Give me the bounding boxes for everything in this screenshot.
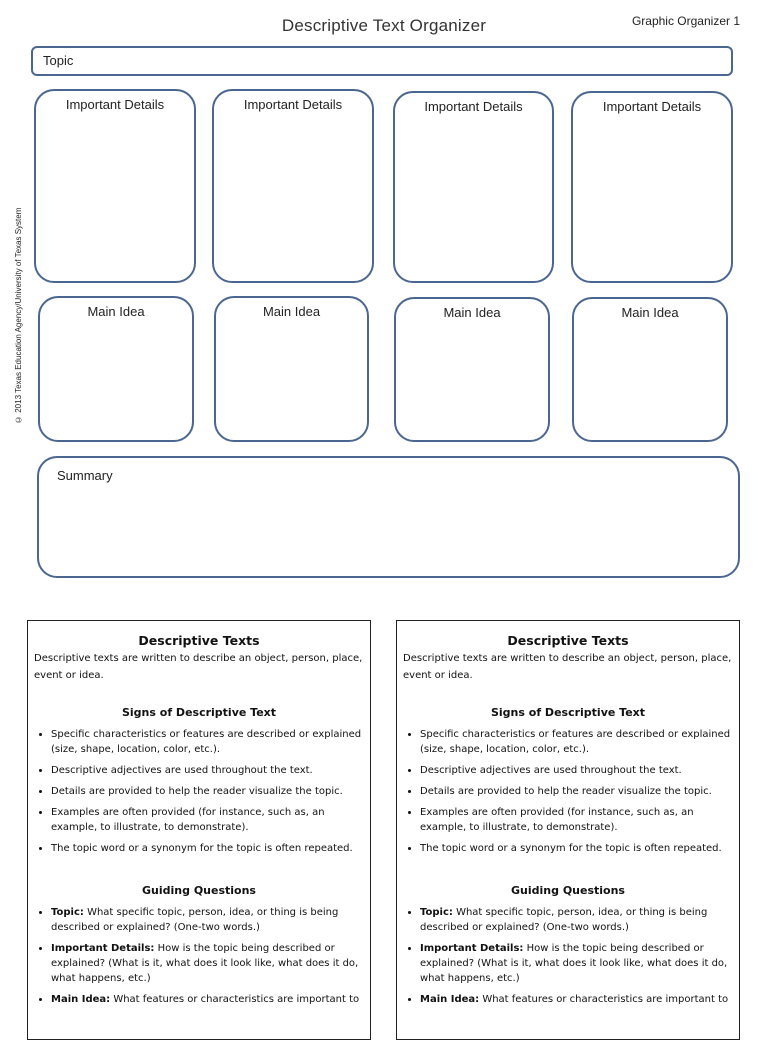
- summary-label: Summary: [57, 468, 113, 483]
- main-idea-box-4[interactable]: [572, 297, 728, 442]
- list-item: [51, 905, 364, 935]
- questions-list: [34, 905, 364, 1007]
- important-details-label: Important Details: [65, 97, 165, 112]
- question-term: Topic:: [420, 907, 453, 918]
- topic-label: Topic: [43, 53, 74, 68]
- important-details-label: Important Details: [602, 99, 702, 114]
- important-details-label: Important Details: [424, 99, 523, 114]
- signs-list: [403, 727, 733, 856]
- important-details-box-3[interactable]: [393, 91, 554, 283]
- important-details-box-2[interactable]: [212, 89, 374, 283]
- list-item: • Descriptive adjectives are used throughout the text.: [420, 763, 733, 778]
- reference-card-left: [27, 620, 371, 1040]
- topic-box[interactable]: [31, 46, 733, 76]
- important-details-box-1[interactable]: [34, 89, 196, 283]
- questions-heading: Guiding Questions: [142, 884, 256, 897]
- question-term: Main Idea:: [420, 994, 480, 1005]
- main-idea-box-3[interactable]: [394, 297, 550, 442]
- question-term: Topic:: [51, 907, 84, 918]
- question-text: What specific topic, person, idea, or thing is being described or explained? (One-two words.): [51, 907, 339, 933]
- organizer-label: Graphic Organizer 1: [631, 14, 740, 28]
- card-intro: Descriptive texts are written to describe an object, person, place, event or idea.: [403, 653, 732, 681]
- card-intro: Descriptive texts are written to describe an object, person, place, event or idea.: [34, 653, 363, 681]
- signs-list: [34, 727, 364, 856]
- questions-heading: Guiding Questions: [511, 884, 625, 897]
- list-item: • The topic word or a synonym for the topic is often repeated.: [420, 841, 733, 856]
- main-idea-label: Main Idea: [262, 304, 321, 319]
- signs-heading: Signs of Descriptive Text: [490, 706, 646, 719]
- copyright-notice: © 2013 Texas Education Agency/University of Texas System: [14, 207, 23, 424]
- main-idea-label: Main Idea: [621, 305, 679, 320]
- main-idea-label: Main Idea: [443, 305, 501, 320]
- list-item: • Details are provided to help the reader visualize the topic.: [420, 784, 733, 799]
- list-item: • Examples are often provided (for instance, such as, an example, to illustrate, to demonstrate).: [51, 805, 364, 835]
- question-term: Main Idea:: [51, 994, 111, 1005]
- list-item: • Descriptive adjectives are used throughout the text.: [51, 763, 364, 778]
- question-text: How is the topic being described or explained? (What is it, what does it look like, what does it do, what happens, etc.): [420, 943, 728, 984]
- list-item: [420, 992, 733, 1007]
- card-title: Descriptive Texts: [138, 633, 260, 648]
- question-text: How is the topic being described or explained? (What is it, what does it look like, what does it do, what happens, etc.): [51, 943, 359, 984]
- card-title: Descriptive Texts: [507, 633, 629, 648]
- list-item: • Examples are often provided (for instance, such as, an example, to illustrate, to demonstrate).: [420, 805, 733, 835]
- question-term: Important Details:: [420, 943, 524, 954]
- reference-card-right: [396, 620, 740, 1040]
- main-idea-box-2[interactable]: [214, 296, 369, 442]
- list-item: • Specific characteristics or features are described or explained (size, shape, location, color, etc.).: [420, 727, 733, 757]
- question-term: Important Details:: [51, 943, 155, 954]
- signs-heading: Signs of Descriptive Text: [121, 706, 277, 719]
- questions-list: [403, 905, 733, 1007]
- question-text: What specific topic, person, idea, or thing is being described or explained? (One-two words.): [420, 907, 708, 933]
- question-text: What features or characteristics are important to: [110, 994, 360, 1005]
- question-text: What features or characteristics are important to: [479, 994, 729, 1005]
- list-item: [420, 941, 733, 986]
- list-item: • Details are provided to help the reader visualize the topic.: [51, 784, 364, 799]
- list-item: • The topic word or a synonym for the topic is often repeated.: [51, 841, 364, 856]
- list-item: • Specific characteristics or features are described or explained (size, shape, location, color, etc.).: [51, 727, 364, 757]
- summary-box[interactable]: [37, 456, 740, 578]
- important-details-label: Important Details: [243, 97, 343, 112]
- main-idea-label: Main Idea: [87, 304, 145, 319]
- main-idea-box-1[interactable]: [38, 296, 194, 442]
- page-title: Descriptive Text Organizer: [281, 16, 487, 35]
- important-details-box-4[interactable]: [571, 91, 733, 283]
- list-item: [420, 905, 733, 935]
- list-item: [51, 941, 364, 986]
- list-item: [51, 992, 364, 1007]
